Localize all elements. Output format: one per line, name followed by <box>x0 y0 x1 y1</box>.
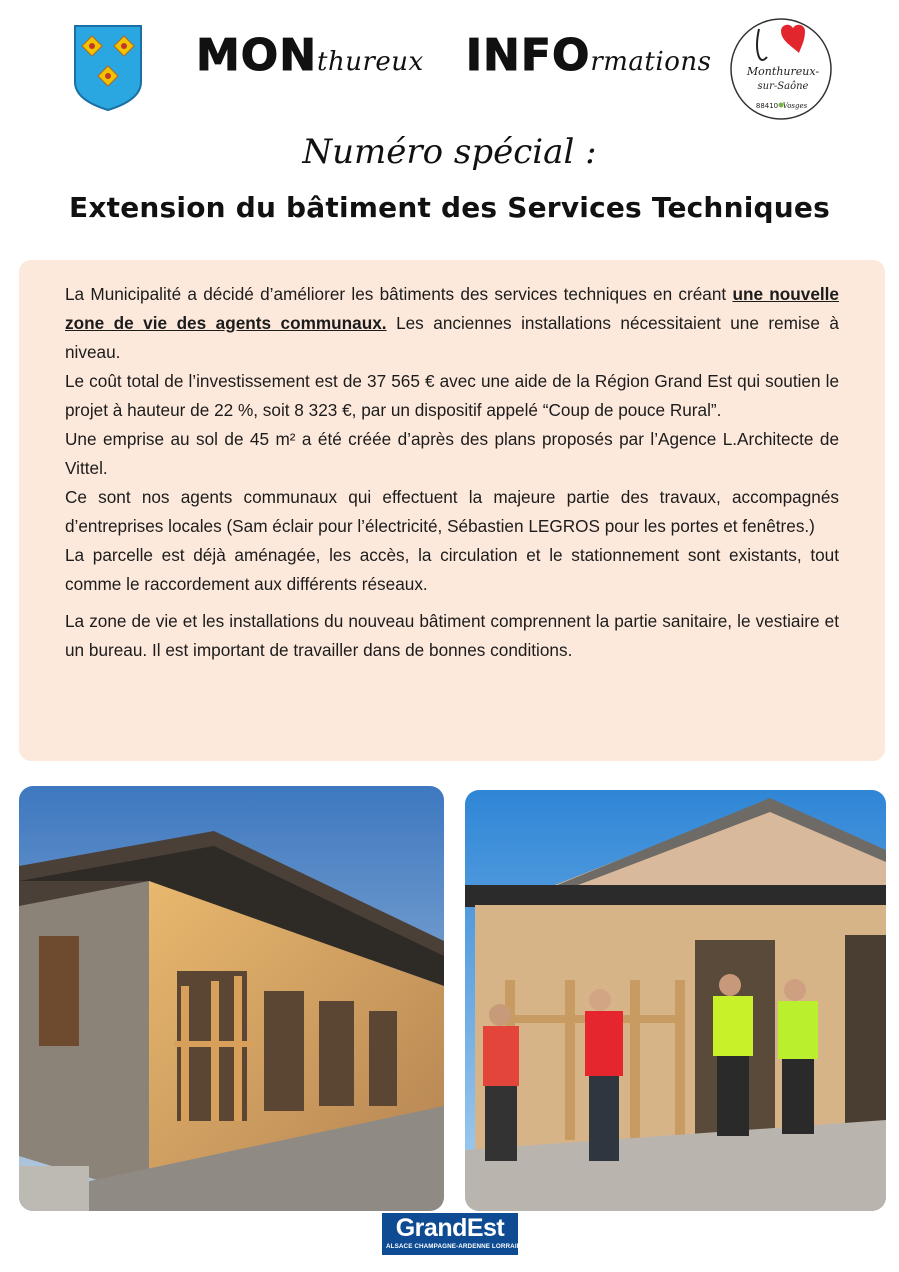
paragraph-1-end: Les anciennes installations nécessitaient une remise à niveau. <box>65 313 839 362</box>
badge-zip: 88410 <box>755 102 779 110</box>
coat-of-arms-icon <box>73 24 143 112</box>
special-issue-label: Numéro spécial : <box>302 132 597 172</box>
photo-agents-team <box>465 790 886 1211</box>
masthead-info: INFO <box>465 30 591 81</box>
paragraph-2: Le coût total de l’investissement est de 37 565 € avec une aide de la Région Grand Est qui soutien le projet à hauteur de 22 %, soit 8 323 €, par un dispositif appelé “Coup de pouce Rural”. <box>65 371 839 420</box>
masthead-thureux: thureux <box>317 47 424 77</box>
paragraph-6: La zone de vie et les installations du nouveau bâtiment comprennent la partie sanitaire, le vestiaire et un bureau. Il est important de travailler dans de bonnes conditions. <box>65 611 839 660</box>
paragraph-1-start: La Municipalité a décidé d’améliorer les bâtiments des services techniques en créant <box>65 284 733 304</box>
masthead-mon: MON <box>196 30 318 81</box>
paragraph-5: La parcelle est déjà aménagée, les accès, la circulation et le stationnement sont existants, tout comme le raccordement aux différents réseaux. <box>65 545 839 594</box>
paragraph-1 <box>65 280 839 367</box>
badge-region: Vosges <box>782 102 808 110</box>
masthead <box>196 30 711 90</box>
grand-est-logo-name: GrandEst <box>395 1214 505 1242</box>
badge-town-line-1: Monthureux- <box>746 65 820 78</box>
paragraph-4: Ce sont nos agents communaux qui effectuent la majeure partie des travaux, accompagnés d’entreprises locales (Sam éclair pour l’électricité, Sébastien LEGROS pour les portes et fenêtres.) <box>65 487 839 536</box>
grand-est-logo <box>382 1213 526 1255</box>
highlight-agents-zone: une nouvelle zone de vie des agents communaux. <box>65 284 839 333</box>
article-panel <box>19 260 885 761</box>
heart-town-badge-icon <box>729 17 833 121</box>
paragraph-3: Une emprise au sol de 45 m² a été créée d’après des plans proposés par l’Agence L.Architecte de Vittel. <box>65 429 839 478</box>
photo-building-sunset <box>19 786 444 1211</box>
page-title: Extension du bâtiment des Services Techniques <box>69 191 830 224</box>
badge-town-line-2: sur-Saône <box>757 81 809 92</box>
grand-est-logo-subtitle: ALSACE CHAMPAGNE-ARDENNE LORRAINE <box>386 1243 526 1250</box>
masthead-rmations: rmations <box>590 47 712 77</box>
